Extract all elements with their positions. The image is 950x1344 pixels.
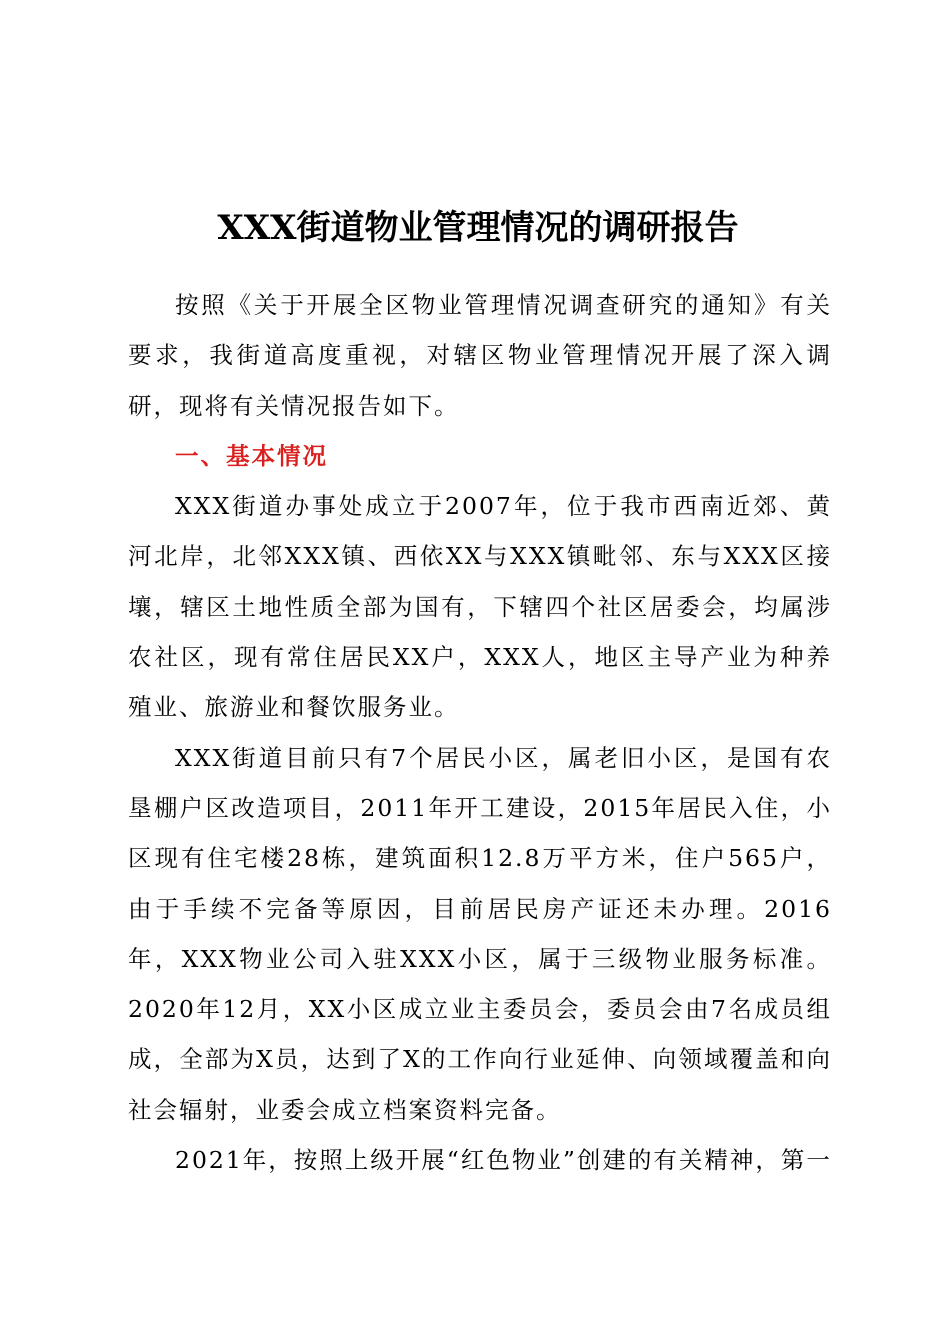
document-body xyxy=(128,280,832,1185)
document-title: XXX街道物业管理情况的调研报告 xyxy=(217,208,739,248)
body-paragraph: XXX街道目前只有7个居民小区，属老旧小区，是国有农垦棚户区改造项目，2011年开工建设，2015年居民入住，小区现有住宅楼28栋，建筑面积12.8万平方米，住户565户，由于手续不完备等原因，目前居民房产证还未办理。2016年，XXX物业公司入驻XXX小区，属于三级物业服务标准。2020年12月，XX小区成立业主委员会，委员会由7名成员组成，全部为X员，达到了X的工作向行业延伸、向领域覆盖和向社会辐射，业委会成立档案资料完备。 xyxy=(128,743,832,1124)
section-heading-basic-situation: 一、基本情况 xyxy=(175,441,328,470)
body-paragraph: XXX街道办事处成立于2007年，位于我市西南近郊、黄河北岸，北邻XXX镇、西依XX与XXX镇毗邻、东与XXX区接壤，辖区土地性质全部为国有，下辖四个社区居委会，均属涉农社区，现有常住居民XX户，XXX人，地区主导产业为种养殖业、旅游业和餐饮服务业。 xyxy=(128,492,832,722)
intro-paragraph: 按照《关于开展全区物业管理情况调查研究的通知》有关要求，我街道高度重视，对辖区物业管理情况开展了深入调研，现将有关情况报告如下。 xyxy=(128,291,832,420)
body-paragraph: 2021年，按照上级开展“红色物业”创建的有关精神，第一 xyxy=(175,1146,832,1175)
